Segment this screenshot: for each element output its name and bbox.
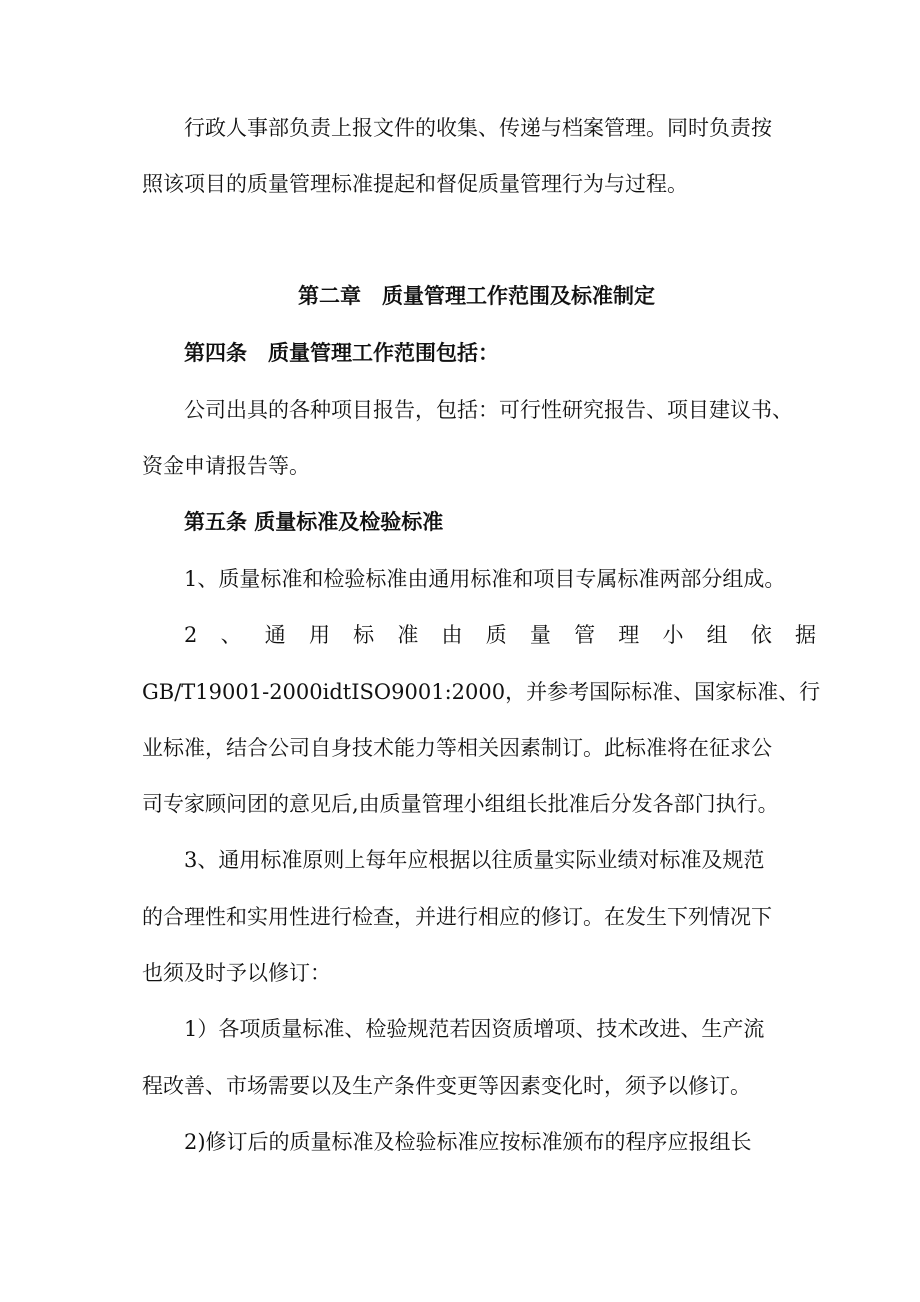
paragraph-line: 资金申请报告等。 xyxy=(142,454,310,478)
paragraph-line: 业标准，结合公司自身技术能力等相关因素制订。此标准将在征求公 xyxy=(142,736,772,760)
item-2-char: 量 xyxy=(529,623,551,647)
item-2-char: 据 xyxy=(795,623,816,647)
paragraph-line: 行政人事部负责上报文件的收集、传递与档案管理。同时负责按 xyxy=(184,116,772,140)
sub-item-1: 1）各项质量标准、检验规范若因资质增项、技术改进、生产流 xyxy=(184,1017,765,1041)
item-2-char: 理 xyxy=(618,623,640,647)
paragraph-line: 公司出具的各种项目报告，包括：可行性研究报告、项目建议书、 xyxy=(184,398,793,422)
paragraph-line: 司专家顾问团的意见后,由质量管理小组组长批准后分发各部门执行。 xyxy=(142,792,779,816)
paragraph-line: 也须及时予以修订： xyxy=(142,961,331,985)
item-2-char: 用 xyxy=(308,623,330,647)
chapter-title: 第二章 质量管理工作范围及标准制定 xyxy=(298,283,655,308)
item-3: 3、通用标准原则上每年应根据以往质量实际业绩对标准及规范 xyxy=(184,848,765,872)
item-2-char: 通 xyxy=(264,623,286,647)
item-2-char: 、 xyxy=(220,623,242,647)
item-2-char: 组 xyxy=(706,623,728,647)
paragraph-line: 的合理性和实用性进行检查，并进行相应的修订。在发生下列情况下 xyxy=(142,905,772,929)
item-2-char: 质 xyxy=(485,623,507,647)
item-2-char: 管 xyxy=(574,623,596,647)
item-2-char: 2 xyxy=(184,623,198,647)
article-4-title: 第四条 质量管理工作范围包括： xyxy=(184,340,499,365)
item-1: 1、质量标准和检验标准由通用标准和项目专属标准两部分组成。 xyxy=(184,567,786,591)
item-2-char: 依 xyxy=(750,623,772,647)
item-2-char: 由 xyxy=(441,623,463,647)
item-2-char: 标 xyxy=(353,623,375,647)
paragraph-line: GB/T19001-2000idtISO9001:2000，并参考国际标准、国家标准、行 xyxy=(142,680,821,704)
item-2-first-line xyxy=(184,621,816,649)
item-2-char: 准 xyxy=(397,623,419,647)
paragraph-line: 程改善、市场需要以及生产条件变更等因素变化时，须予以修订。 xyxy=(142,1074,751,1098)
paragraph-line: 照该项目的质量管理标准提起和督促质量管理行为与过程。 xyxy=(142,172,688,196)
article-5-title: 第五条 质量标准及检验标准 xyxy=(184,509,444,534)
sub-item-2: 2)修订后的质量标准及检验标准应按标准颁布的程序应报组长 xyxy=(184,1130,752,1154)
item-2-char: 小 xyxy=(662,623,684,647)
